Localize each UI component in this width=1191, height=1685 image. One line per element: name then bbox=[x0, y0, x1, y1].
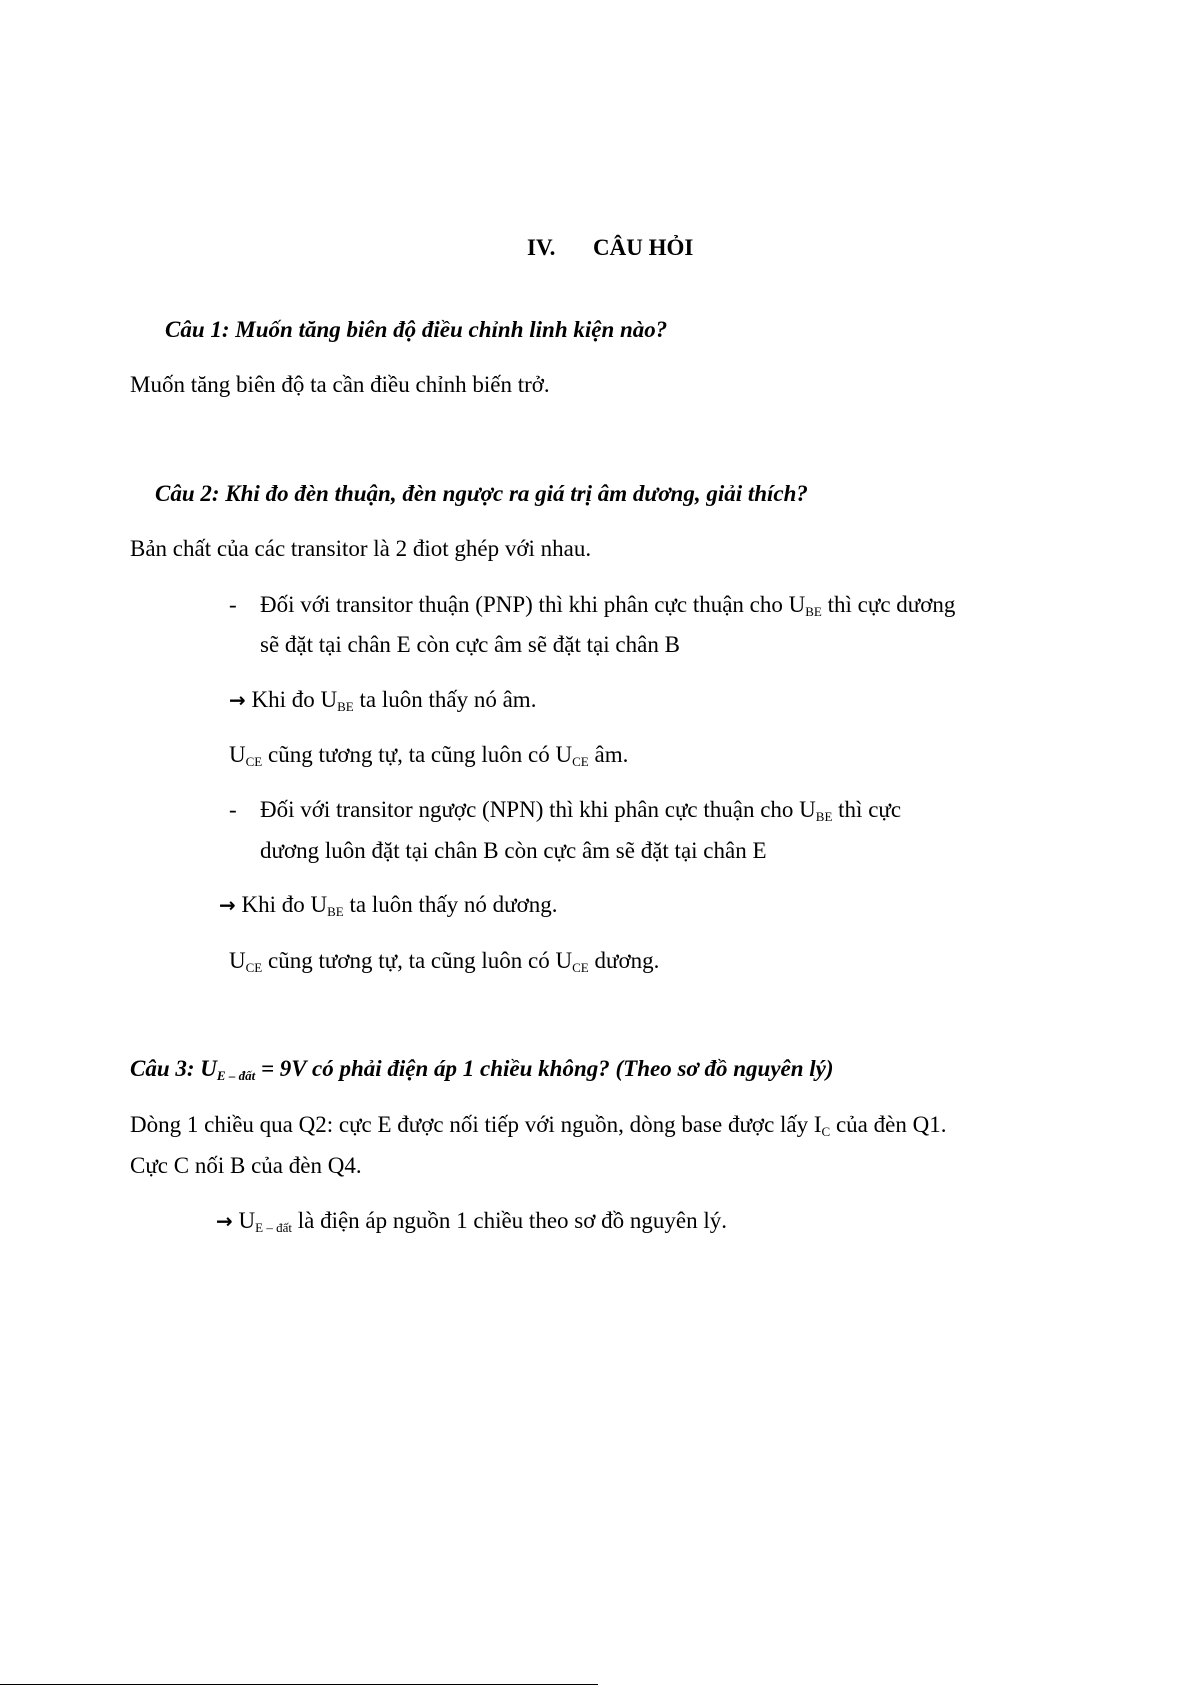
pnp-line-2: sẽ đặt tại chân E còn cực âm sẽ đặt tại chân B bbox=[260, 632, 680, 657]
answer-3-line-2: Cực C nối B của đèn Q4. bbox=[130, 1153, 362, 1178]
npn-conclusion: → Khi đo $U_{BE}$ ta luôn thấy nó dương. bbox=[219, 892, 558, 919]
right-arrow-icon: → bbox=[216, 1209, 233, 1233]
list-dash-npn: - bbox=[229, 797, 237, 822]
question-1: Câu 1: Muốn tăng biên độ điều chỉnh linh kiện nào? bbox=[165, 317, 668, 342]
answer-2-intro: Bản chất của các transitor là 2 điot ghép với nhau. bbox=[130, 536, 592, 561]
list-dash-pnp: - bbox=[229, 592, 237, 617]
right-arrow-icon: → bbox=[229, 688, 246, 712]
section-heading bbox=[527, 236, 693, 259]
npn-uce-note: $U_{CE}$ cũng tương tự, ta cũng luôn có $U_{CE}$ dương. bbox=[229, 948, 660, 975]
question-3: Câu 3: $U_{E - đất} = 9V$ có phải điện áp 1 chiều không? (Theo sơ đồ nguyên lý) bbox=[130, 1056, 834, 1083]
answer-3-line-1: Dòng 1 chiều qua Q2: cực E được nối tiếp với nguồn, dòng base được lấy $I_C$ của đèn Q1. bbox=[130, 1112, 947, 1139]
answer-3-conclusion: → $U_{E - đất}$ là điện áp nguồn 1 chiều theo sơ đồ nguyên lý. bbox=[216, 1208, 727, 1235]
section-number: IV. bbox=[527, 235, 556, 260]
pnp-uce-note: $U_{CE}$ cũng tương tự, ta cũng luôn có $U_{CE}$ âm. bbox=[229, 742, 629, 769]
pnp-conclusion: → Khi đo $U_{BE}$ ta luôn thấy nó âm. bbox=[229, 687, 537, 714]
section-title: CÂU HỎI bbox=[593, 235, 694, 260]
npn-line-1: Đối với transitor ngược (NPN) thì khi phân cực thuận cho $U_{BE}$ thì cực bbox=[260, 797, 902, 824]
right-arrow-icon: → bbox=[219, 893, 236, 917]
npn-line-2: dương luôn đặt tại chân B còn cực âm sẽ đặt tại chân E bbox=[260, 838, 767, 863]
question-2: Câu 2: Khi đo đèn thuận, đèn ngược ra giá trị âm dương, giải thích? bbox=[155, 481, 808, 506]
answer-1: Muốn tăng biên độ ta cần điều chỉnh biến trở. bbox=[130, 372, 550, 397]
pnp-line-1: Đối với transitor thuận (PNP) thì khi phân cực thuận cho $U_{BE}$ thì cực dương bbox=[260, 592, 956, 619]
